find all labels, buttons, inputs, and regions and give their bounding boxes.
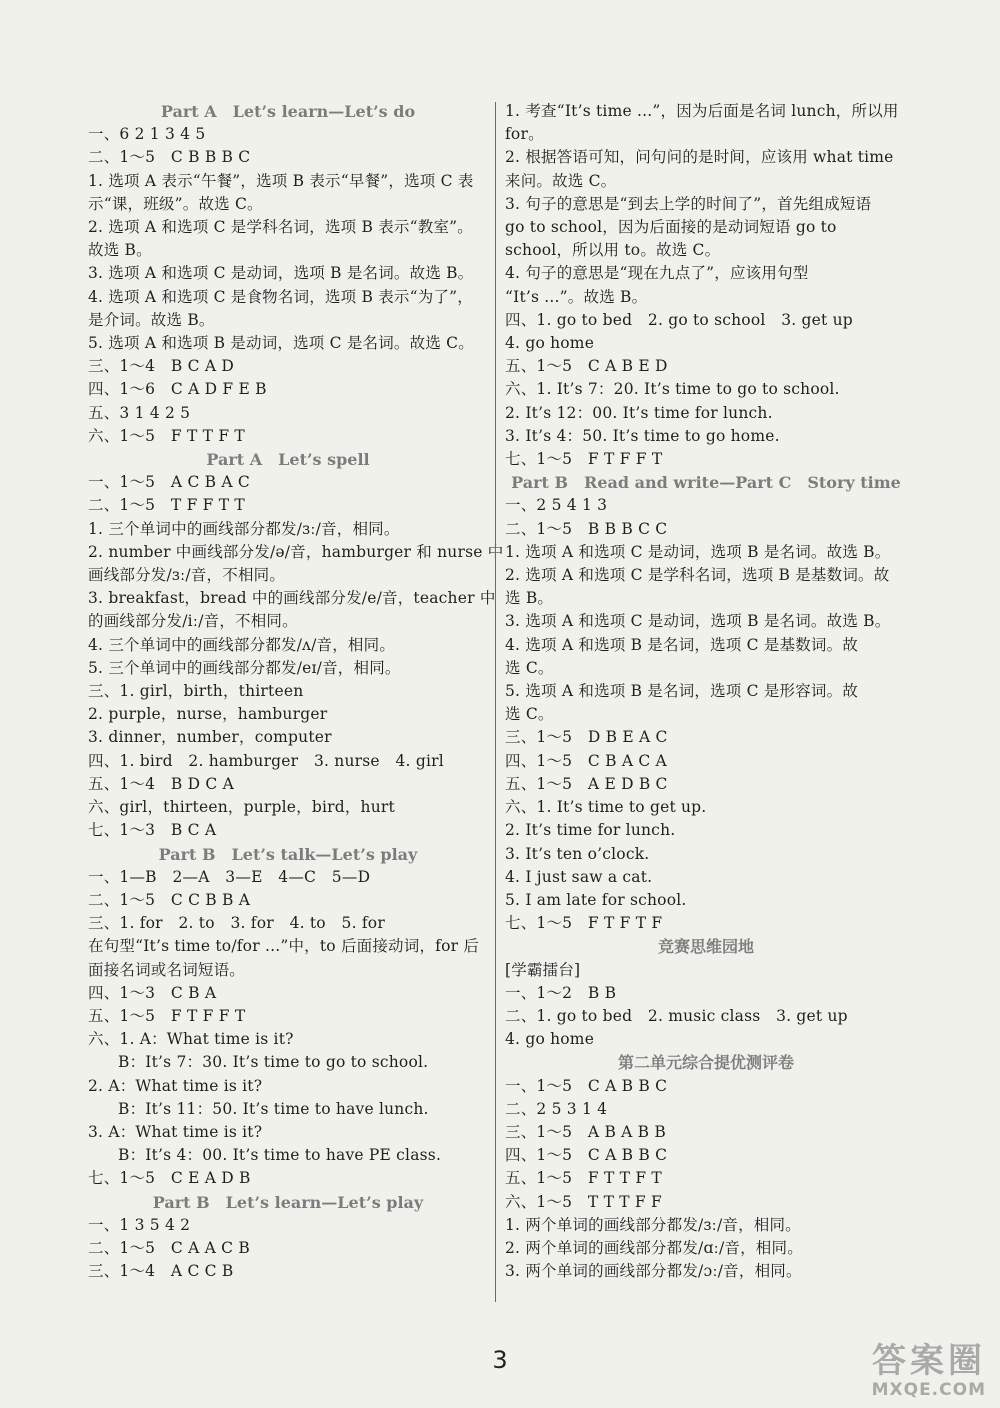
answer-line: 二、1～5 C B B B C [88,148,251,167]
section-heading: Part B Let’s learn—Let’s play [152,1192,424,1212]
left-column [88,100,504,1283]
answer-line: 面接名词或名词短语。 [88,960,246,979]
answer-line: 四、1～5 C A B B C [505,1146,668,1165]
answer-line: 二、1～5 C C B B A [88,890,251,909]
answer-line: 四、1～6 C A D F E B [88,380,267,399]
answer-line: B：It’s 11：50. It’s time to have lunch. [118,1099,429,1118]
section-heading: Part B Let’s talk—Let’s play [158,844,418,864]
answer-line: 4. go home [505,334,595,353]
answer-line: 5. 选项 A 和选项 B 是名词，选项 C 是形容词。故 [505,682,859,701]
answer-line: 5. 选项 A 和选项 B 是动词，选项 C 是名词。故选 C。 [88,334,474,353]
answer-line: 2. 选项 A 和选项 C 是学科名词，选项 B 是基数词。故 [505,566,890,585]
answer-line: school，所以用 to。故选 C。 [505,241,721,260]
answer-line: 六、1. It’s 7：20. It’s time to go to school. [505,380,840,399]
answer-line: 2. purple，nurse，hamburger [88,705,328,724]
answer-line: 一、1～5 A C B A C [88,473,250,492]
page-number: 3 [492,1346,508,1374]
answer-line: go to school，因为后面接的是动词短语 go to [505,218,837,237]
answer-line: 四、1. bird 2. hamburger 3. nurse 4. girl [88,751,444,770]
section-heading: Part A Let’s learn—Let’s do [160,102,416,121]
answer-line: 六、1～5 T T T F F [505,1192,662,1211]
answer-line: 2. 根据答语可知，问句问的是时间，应该用 what time [505,148,894,167]
section-heading: Part B Read and write—Part C Story time [511,473,901,493]
answer-line: 一、6 2 1 3 4 5 [88,125,206,144]
answer-line: 一、1—B 2—A 3—E 4—C 5—D [88,867,371,886]
answer-line: 1. 两个单词的画线部分都发/ɜː/音，相同。 [505,1215,801,1234]
answer-line: “It’s ...”。故选 B。 [505,287,648,306]
answer-line: 七、1～5 F T F T F [505,914,663,933]
answer-line: 3. It’s ten o’clock. [505,844,650,863]
answer-line: 三、1～5 A B A B B [505,1122,666,1141]
answer-line: 三、1. girl，birth，thirteen [88,682,304,701]
column-divider [495,102,496,1302]
answer-line: 在句型“It’s time to/for ...”中，to 后面接动词，for 后 [88,937,480,956]
answer-line: 二、2 5 3 1 4 [505,1099,608,1118]
answer-line: 是介词。故选 B。 [88,310,215,329]
answer-line: 三、1～5 D B E A C [505,728,668,747]
answer-line: 3. 两个单词的画线部分都发/ɔː/音，相同。 [505,1262,802,1281]
answer-line: 3. It’s 4：50. It’s time to go home. [505,426,780,445]
answer-line: 1. 考查“It’s time ...”，因为后面是名词 lunch，所以用 [505,102,899,120]
answer-line: 五、1～4 B D C A [88,774,234,793]
answer-line: 3. dinner，number，computer [88,728,332,747]
answer-line: 选 B。 [505,589,554,608]
answer-line: 一、1～2 B B [505,983,617,1002]
answer-line: 2. It’s 12：00. It’s time for lunch. [505,403,773,422]
answer-line: 4. 三个单词中的画线部分都发/ʌ/音，相同。 [88,635,396,654]
answer-line: 的画线部分发/iː/音，不相同。 [88,612,298,631]
answer-line: 4. I just saw a cat. [505,867,653,886]
answer-line: 3. breakfast，bread 中的画线部分发/e/音，teacher 中 [88,589,496,608]
answer-line: 2. It’s time for lunch. [505,821,676,840]
answer-line: 4. 选项 A 和选项 C 是食物名词，选项 B 表示“为了”， [88,287,473,306]
answer-line: 七、1～3 B C A [88,821,217,840]
answer-line: 五、1～5 C A B E D [505,357,668,376]
answer-line: 1. 三个单词中的画线部分都发/ɜː/音，相同。 [88,519,400,538]
answer-line: 1. 选项 A 和选项 C 是动词，选项 B 是名词。故选 B。 [505,542,891,561]
answer-line: 2. A：What time is it? [88,1076,263,1095]
answer-line: 来问。故选 C。 [505,171,617,190]
answer-line: 5. 三个单词中的画线部分都发/eɪ/音，相同。 [88,658,401,677]
answer-line: 二、1～5 C A A C B [88,1238,250,1257]
answer-line: 2. number 中画线部分发/ə/音，hamburger 和 nurse 中 [88,542,504,561]
answer-line: 4. 句子的意思是“现在九点了”，应该用句型 [505,264,809,283]
answer-line: 三、1～4 B C A D [88,357,234,376]
answer-line: 五、1～5 A E D B C [505,774,668,793]
section-heading: Part A Let’s spell [206,450,370,470]
section-heading: 竞赛思维园地 [657,937,754,957]
answer-line: 5. I am late for school. [505,890,687,909]
answer-line: 五、3 1 4 2 5 [88,403,191,422]
answer-line: 故选 B。 [88,241,152,260]
answer-line: 画线部分发/ɜː/音，不相同。 [88,566,286,585]
answer-line: 六、1. It’s time to get up. [505,798,707,817]
answer-line: 3. 选项 A 和选项 C 是动词，选项 B 是名词。故选 B。 [88,264,474,283]
watermark-logo [786,1342,986,1402]
answer-line: 二、1～5 B B B C C [505,519,668,538]
answer-line: B：It’s 4：00. It’s time to have PE class. [118,1146,442,1165]
answer-line: 3. A：What time is it? [88,1122,263,1141]
answer-line: 4. go home [505,1030,595,1049]
answer-line: 三、1. for 2. to 3. for 4. to 5. for [88,914,385,933]
answer-line: 六、girl，thirteen，purple，bird，hurt [88,798,395,817]
answer-line: 六、1. A：What time is it? [88,1030,294,1049]
answer-line: 选 C。 [505,658,554,677]
answer-line: 1. 选项 A 表示“午餐”，选项 B 表示“早餐”，选项 C 表 [88,171,474,190]
answer-line: 四、1～3 C B A [88,983,217,1002]
answer-line: 七、1～5 C E A D B [88,1169,251,1188]
answer-line: 4. 选项 A 和选项 B 是名词，选项 C 是基数词。故 [505,635,859,654]
answer-line: 五、1～5 F T F F T [88,1006,246,1025]
answer-line: 一、1 3 5 4 2 [88,1215,191,1234]
watermark-title: 答案圈 [872,1341,986,1381]
answer-line: 3. 选项 A 和选项 C 是动词，选项 B 是名词。故选 B。 [505,612,891,631]
answer-line: 2. 两个单词的画线部分都发/ɑː/音，相同。 [505,1238,803,1257]
answer-line: 二、1～5 T F F T T [88,496,245,515]
answer-line: for。 [505,125,544,144]
answer-line: 示“课，班级”。故选 C。 [88,194,263,213]
answer-line: 六、1～5 F T T F T [88,426,245,445]
answer-line: 2. 选项 A 和选项 C 是学科名词，选项 B 表示“教室”。 [88,218,473,237]
answer-line: 四、1. go to bed 2. go to school 3. get up [505,310,853,329]
answer-line: [学霸擂台] [505,960,581,979]
answer-line: 二、1. go to bed 2. music class 3. get up [505,1006,848,1025]
answer-line: 选 C。 [505,705,554,724]
answer-line: 三、1～4 A C C B [88,1262,234,1281]
section-heading: 第二单元综合提优测评卷 [617,1053,794,1073]
right-column [505,100,907,1283]
answer-line: B：It’s 7：30. It’s time to go to school. [118,1053,429,1072]
answer-line: 四、1～5 C B A C A [505,751,667,770]
answer-line: 七、1～5 F T F F T [505,450,663,469]
answer-line: 五、1～5 F T T F T [505,1169,662,1188]
watermark-url: MXQE.COM [871,1380,986,1400]
answer-line: 一、1～5 C A B B C [505,1076,668,1095]
answer-line: 3. 句子的意思是“到去上学的时间了”，首先组成短语 [505,194,872,213]
answer-line: 一、2 5 4 1 3 [505,496,608,515]
